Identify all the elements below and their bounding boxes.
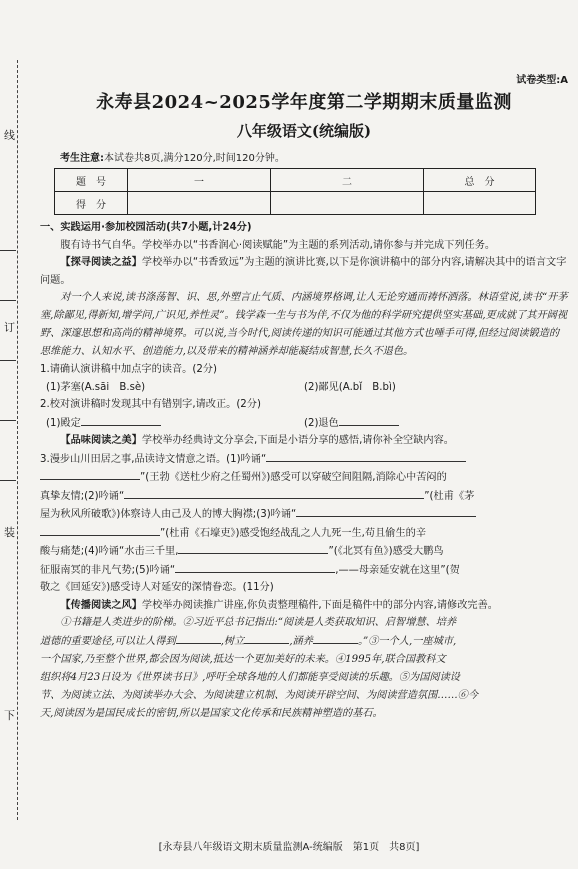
passage-4 [40,614,568,723]
passage-text: 道德的重要途径,可以让人得到 [40,636,176,647]
question-3-cont [40,468,568,487]
q1-option: (1)茅塞(A.sāi B.sè) [46,381,146,393]
question-3-cont [40,542,568,561]
binding-label-zhuang: 装 [4,526,15,539]
binding-label-ding: 订 [4,321,15,334]
notice-text: 本试卷共8页,满分120分,时间120分钟。 [104,153,285,164]
binding-tick [0,480,16,481]
answer-blank[interactable] [339,414,399,426]
answer-blank[interactable] [175,561,335,573]
question-3-cont: 敬之《回延安》)感受诗人对延安的深情眷恋。(11分) [40,582,274,593]
question-2: 2.校对演讲稿时发现其中有错别字,请改正。(2分) [40,399,261,410]
question-3-cont [40,561,568,580]
q3-text: ”(《北冥有鱼》)感受大鹏鸟 [328,546,444,557]
task-title: 【探寻阅读之益】 [60,257,142,268]
answer-blank[interactable] [178,542,328,554]
binding-line [17,60,18,820]
q2-option-text: (1)殿定 [46,417,81,429]
task-text: 学校举办经典诗文分享会,下面是小语分享的感悟,请你补全空缺内容。 [141,435,454,446]
score-table [54,168,536,215]
score-cell: 一 [128,169,271,192]
question-3-cont [40,505,568,524]
question-1: 1.请确认演讲稿中加点字的读音。(2分) [40,364,217,375]
answer-blank[interactable] [40,524,160,536]
passage-line [40,632,568,651]
passage-text: ,树立 [220,636,245,647]
q1-option: (2)鄙见(A.bǐ B.bì) [304,381,396,393]
binding-tick [0,420,16,421]
q3-text: ,——母亲延安就在这里”(贺 [335,564,460,576]
score-header-row [55,169,536,192]
answer-blank[interactable] [81,414,161,426]
task-1 [40,254,568,289]
passage-line: 组织将4月23日设为《世界读书日》,呼吁全球各地的人们都能享受阅读的乐趣。⑤为国阅读设 [40,672,460,683]
passage-line: ①书籍是人类进步的阶梯。②习近平总书记指出:“阅读是人类获取知识、启智增慧、培养 [60,617,457,628]
task-text: 学校举办阅读推广讲座,你负责整理稿件,下面是稿件中的部分内容,请修改完善。 [141,599,498,611]
q3-text: ”(王勃《送杜少府之任蜀州》)感受可以穿破空间阻隔,消除心中苦闷的 [140,472,447,483]
q3-text: 真挚友情;(2)吟诵“ [40,490,125,502]
q3-text: 3.漫步山川田居之事,品读诗文情意之语。(1)吟诵“ [40,453,267,465]
passage-text: 。”③一个人,一座城市, [357,636,457,647]
speech-text: 对一个人来说,读书涤荡智、识、思,外塑言止气质、内涵境界格调,让人无论穷通而祷怀洒落。林语堂说,读书“开茅塞,除鄙见,得新知,增学问,广识见,养性灵”。钱学森一生与书为伴,不仅为他的科学研究提供坚实基础,更成就了其开阔视野、深邃思想和高尚的精神境界。可以说,当今时代,阅读传递的知识可能通过其他方式也唾手可得,但经过阅读锻造的思维能力、认知水平、创造能力,以及带来的精神涵养却能凝结成智慧,长久不退色。 [40,292,568,357]
score-blank[interactable] [271,192,424,215]
passage-line: 天,阅读因为是国民成长的密钥,所以是国家文化传承和民族精神塑造的基石。 [40,708,383,719]
q3-text: 屋为秋风所破歌》)体察诗人由己及人的博大胸襟;(3)吟诵“ [40,509,297,520]
score-cell: 题 号 [55,169,128,192]
answer-blank[interactable] [313,632,358,644]
exam-title: 永寿县2024~2025学年度第二学期期末质量监测 [96,92,512,113]
q2-option [304,418,399,429]
answer-blank[interactable] [40,468,140,480]
section-title: 一、实践运用·参加校园活动(共7小题,计24分) [40,222,252,233]
task-2 [40,432,568,450]
score-cell: 二 [271,169,424,192]
q3-text: ”(杜甫《石壕吏》)感受饱经战乱之人九死一生,苟且偷生的辛 [160,527,427,539]
q2-option-text: (2)退色 [304,417,339,429]
q2-option [40,414,304,433]
binding-tick [0,300,16,301]
answer-blank[interactable] [296,505,476,517]
q2-options [40,414,568,433]
task-title: 【品味阅读之美】 [60,435,142,446]
binding-margin [0,0,34,869]
q1-options [40,379,568,397]
score-cell: 总 分 [424,169,536,192]
section-1 [40,219,568,723]
question-3-cont [40,487,568,506]
passage-text: ,涵养 [289,636,313,647]
score-label: 得 分 [55,192,128,215]
passage-line: 节、为阅读立法、为阅读举办大会、为阅读建立机制、为阅读开辟空间、为阅读营造氛围……⑥今 [40,690,479,701]
binding-label-xia: 下 [4,709,15,722]
doc-type: 试卷类型:A [516,75,568,86]
q3-text: 酸与痛楚;(4)吟诵“水击三千里, [40,546,179,557]
binding-tick [0,360,16,361]
score-value-row [55,192,536,215]
answer-blank[interactable] [124,487,424,499]
task-text: 学校举办以“书香致远”为主题的演讲比赛,以下是你演讲稿中的部分内容,请解决其中的语言文字问题。 [40,257,567,286]
exam-subtitle: 八年级语文(统编版) [236,122,372,140]
notice-label: 考生注意: [60,153,104,164]
binding-label-xian: 线 [4,129,15,142]
passage-line: 一个国家,乃至整个世界,都会因为阅读,抵达一个更加美好的未来。④1995年,联合国教科文 [40,654,446,665]
page-footer: [永寿县八年级语文期末质量监测A-统编版 第1页 共8页] [158,842,420,853]
q3-text: 征服南冥的非凡气势;(5)吟诵“ [40,564,176,576]
section-intro: 腹有诗书气自华。学校举办以“书香润心·阅读赋能”为主题的系列活动,请你参与并完成下列任务。 [60,239,496,251]
question-3-cont [40,524,568,543]
score-blank[interactable] [128,192,271,215]
answer-blank[interactable] [244,632,289,644]
q3-text: ”(杜甫《茅 [424,490,475,502]
task-title: 【传播阅读之风】 [60,599,142,611]
exam-notice [40,149,568,164]
exam-page [40,70,568,723]
score-blank[interactable] [424,192,536,215]
task-3 [40,597,568,615]
question-3 [40,450,568,469]
answer-blank[interactable] [176,632,221,644]
binding-tick [0,250,16,251]
answer-blank[interactable] [266,450,466,462]
